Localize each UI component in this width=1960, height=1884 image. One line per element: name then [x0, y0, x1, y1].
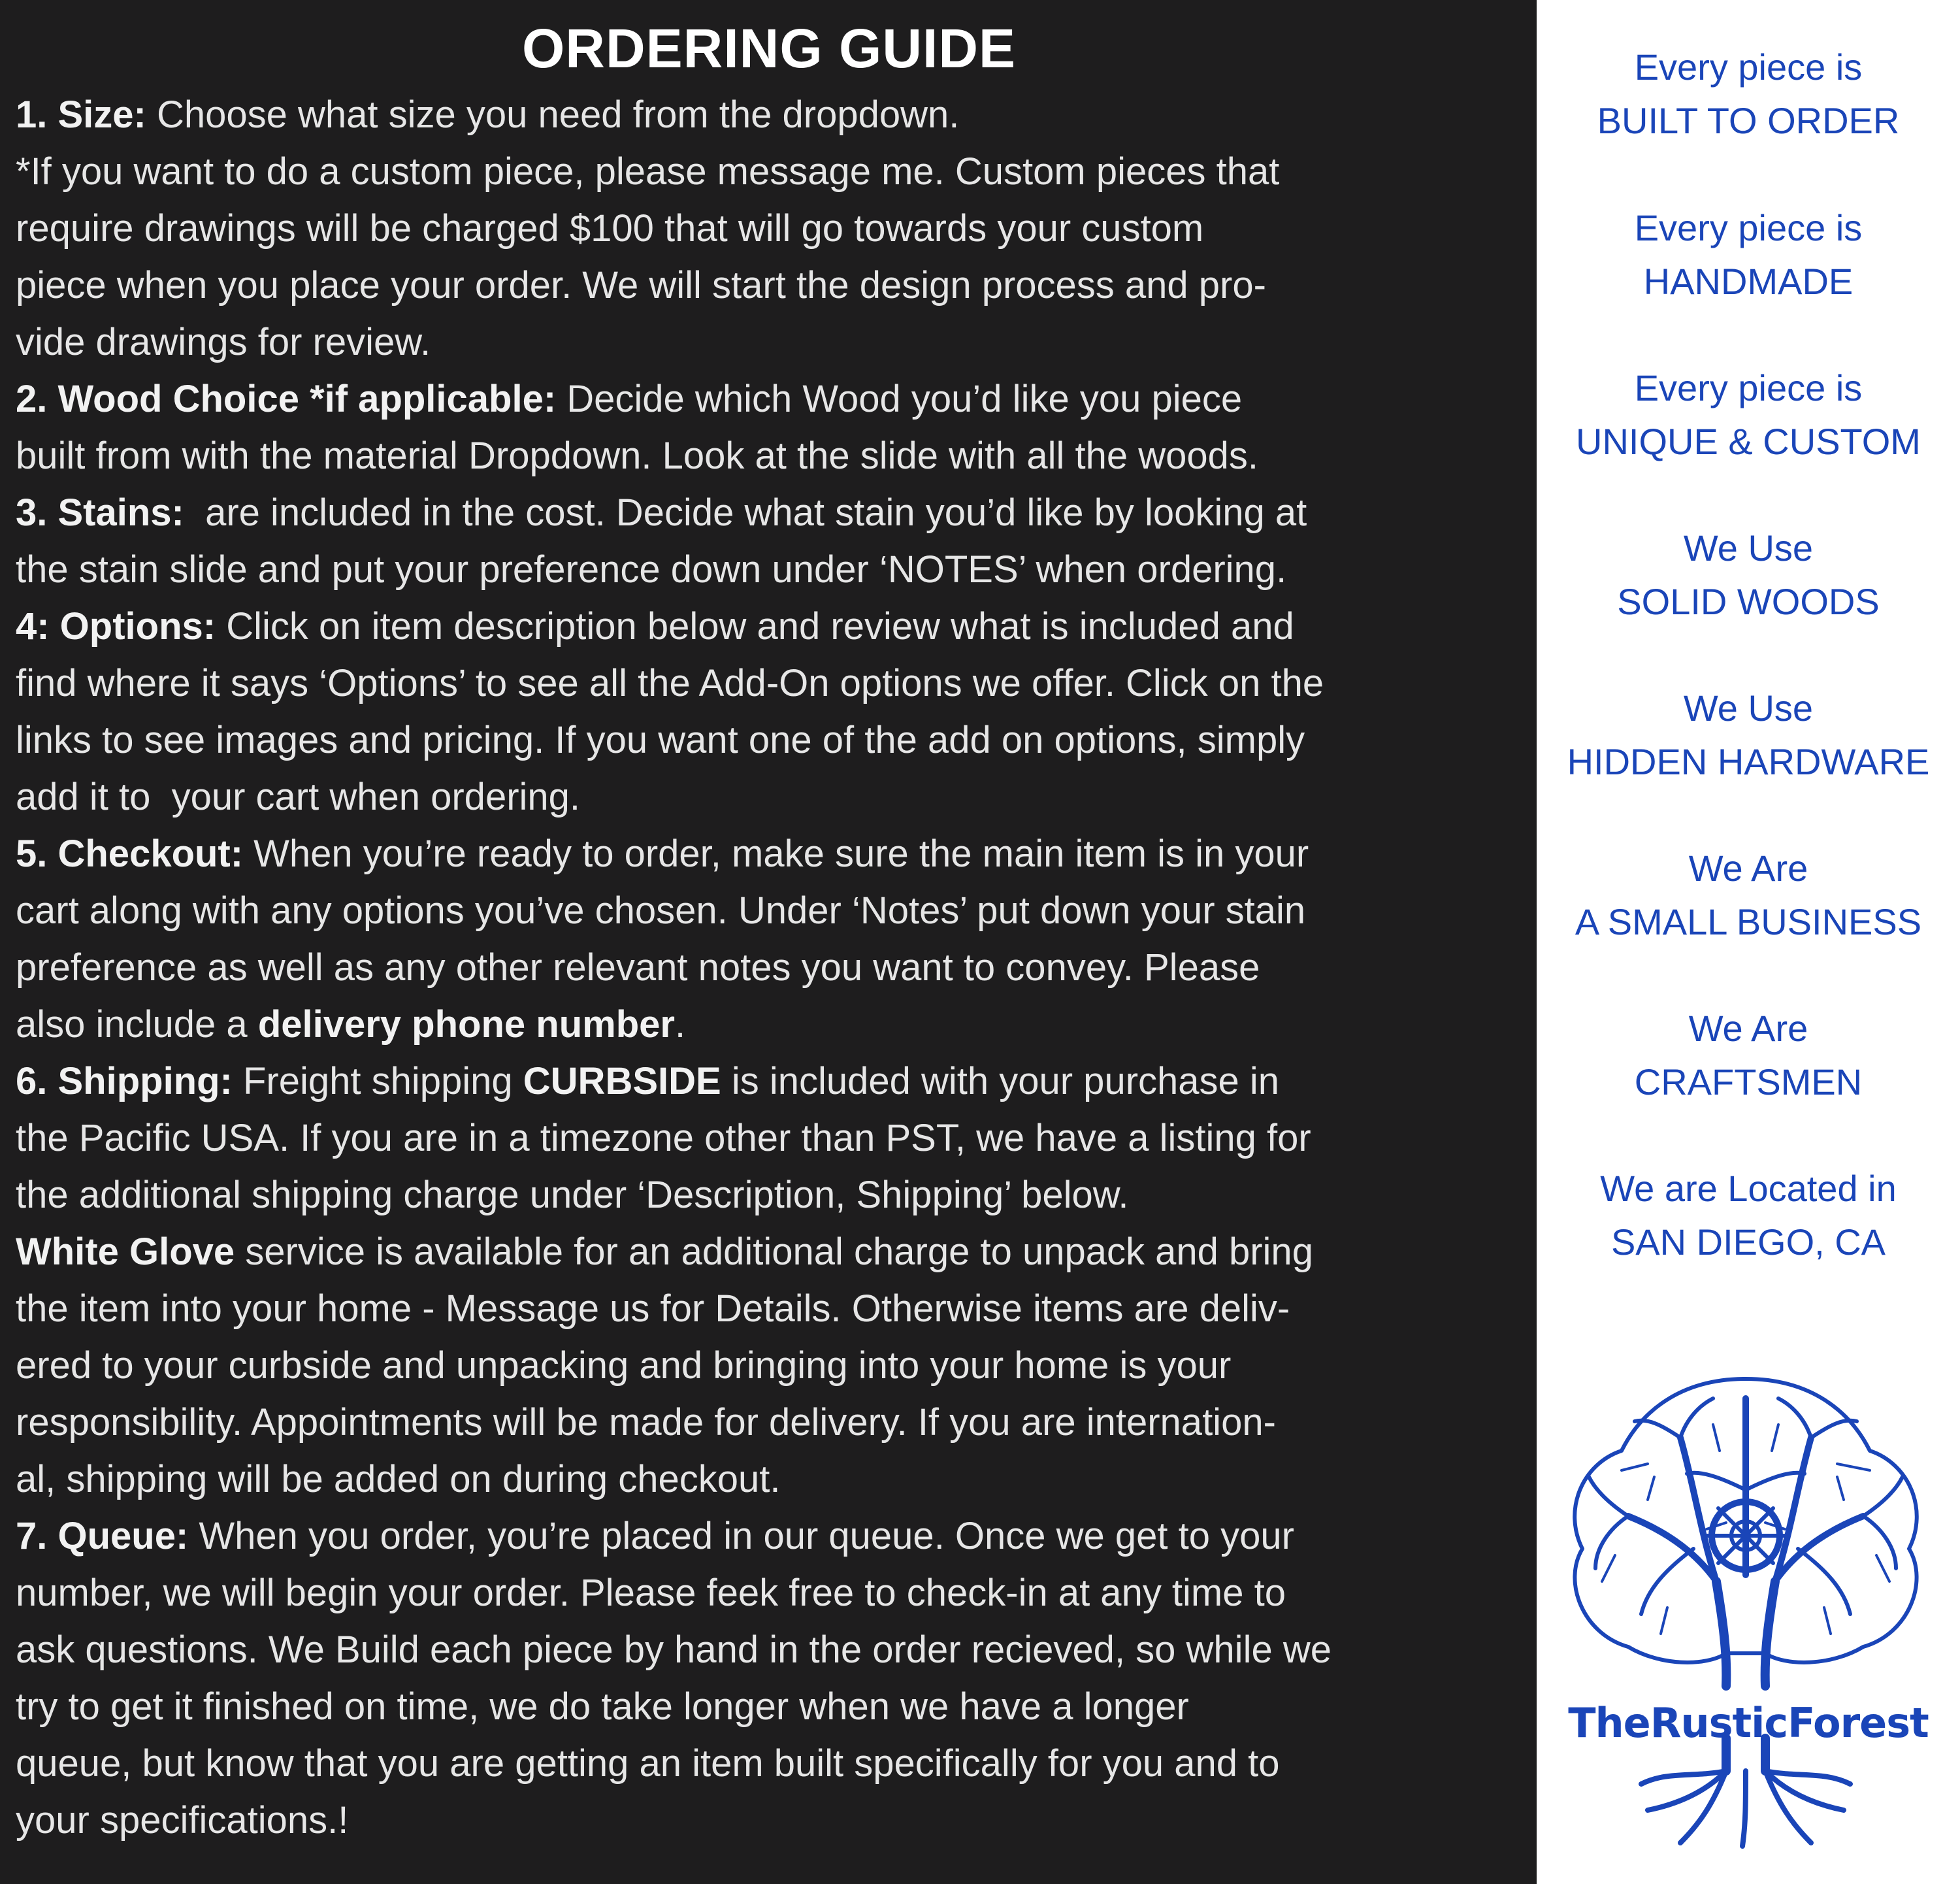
step-label: 4: Options: — [16, 605, 216, 648]
feature-solid-woods: We Use SOLID WOODS — [1617, 527, 1880, 622]
tree-logo-icon — [1550, 1359, 1942, 1849]
step-label: 5. Checkout: — [16, 833, 244, 875]
step-label: 2. Wood Choice *if applicable: — [16, 378, 557, 420]
feature-unique-custom: Every piece is UNIQUE & CUSTOM — [1576, 367, 1921, 462]
feature-craftsmen: We Are CRAFTSMEN — [1634, 1008, 1863, 1102]
features-sidebar — [1537, 0, 1960, 1884]
guide-title: ORDERING GUIDE — [521, 18, 1017, 79]
feature-location: We are Located in SAN DIEGO, CA — [1600, 1168, 1897, 1263]
feature-handmade: Every piece is HANDMADE — [1634, 207, 1863, 302]
step-label: 3. Stains: — [16, 491, 184, 534]
step-wood-choice: 2. Wood Choice *if applicable: Decide which Wood you’d like you piece built from with the material Dropdown. Look at the slide with all the woods. — [16, 378, 1259, 477]
step-shipping: 6. Shipping: Freight shipping CURBSIDE is included with your purchase in the Pacific USA. If you are in a timezone other than PST, we have a listing for the additional shipping charge under ‘Description, Shipping’ below. White Glove service is available for an additional charge to unpack and bring the item into your home - Message us for Details. Otherwise items are deliv- ered to your curbside and unpacking and bringing into your home is your responsibility. Appointments will be made for delivery. If you are internation- al, shipping will be added on during checkout. — [16, 1060, 1313, 1500]
step-label: 7. Queue: — [16, 1515, 189, 1557]
step-label: 1. Size: — [16, 93, 146, 136]
step-queue: 7. Queue: When you order, you’re placed in our queue. Once we get to your number, we will begin your order. Please feek free to check-in at any time to ask questions. We Build each piece by hand in the order recieved, so while we try to get it finished on time, we do take longer when we have a longer queue, but know that you are getting an item built specifically for you and to your specifications.! — [16, 1515, 1331, 1842]
feature-hidden-hardware: We Use HIDDEN HARDWARE — [1567, 687, 1930, 782]
feature-small-business: We Are A SMALL BUSINESS — [1575, 848, 1922, 942]
step-size: 1. Size: Choose what size you need from the dropdown. *If you want to do a custom piece, please message me. Custom pieces that require drawings will be charged $100 that will go towards your custom piece when you place your order. We will start the design process and pro- vide drawings for review. — [16, 93, 1280, 363]
step-checkout: 5. Checkout: When you’re ready to order, make sure the main item is in your cart along with any options you’ve chosen. Under ‘Notes’ put down your stain preference as well as any other relevant notes you want to convey. Please also include a delivery phone number. — [16, 833, 1309, 1046]
step-label: 6. Shipping: — [16, 1060, 233, 1102]
step-stains: 3. Stains: are included in the cost. Decide what stain you’d like by looking at the stain slide and put your preference down under ‘NOTES’ when ordering. — [16, 491, 1307, 591]
feature-built-to-order: Every piece is BUILT TO ORDER — [1597, 46, 1900, 141]
brand-name: TheRusticForest — [1568, 1699, 1929, 1747]
step-options: 4: Options: Click on item description below and review what is included and find where it says ‘Options’ to see all the Add-On options we offer. Click on the links to see images and pricing. If you want one of the add on options, simply add it to your cart when ordering. — [16, 605, 1324, 818]
